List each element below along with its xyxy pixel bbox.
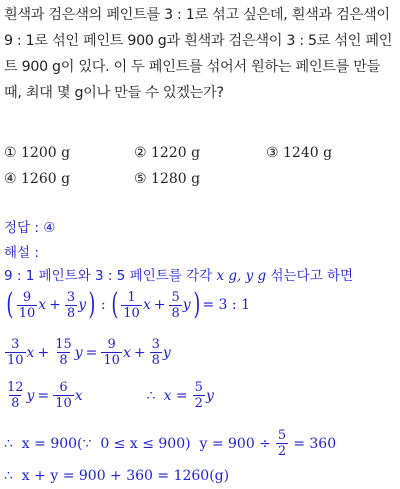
choice-text: 1240 g [283, 145, 333, 161]
fraction: $\frac{1}{10}$ [123, 289, 140, 321]
fraction: $\frac{5}{2}$ [194, 380, 203, 411]
right-paren: ) [193, 287, 201, 322]
fraction: $\frac{3}{8}$ [66, 289, 76, 321]
equation-rhs: = 3 : 1 [202, 297, 250, 313]
choice-text: 1220 g [151, 145, 201, 161]
fraction: $\frac{5}{2}$ [277, 428, 287, 459]
choice-5[interactable] [134, 166, 200, 192]
solution-intro [4, 264, 353, 284]
choice-row-1 [4, 140, 398, 166]
left-paren: ( [6, 287, 14, 322]
choice-1[interactable] [4, 140, 70, 166]
choice-marker: ④ [4, 171, 17, 187]
equation-var: y [205, 387, 214, 404]
choice-marker: ② [134, 145, 147, 161]
equation-text: ∴ x = 900(∵ 0 ≤ x ≤ 900) y = 900 ÷ [4, 435, 271, 452]
fraction: $\frac{5}{8}$ [171, 289, 180, 321]
answer-line: 정답 : ④ [4, 220, 56, 236]
choice-2[interactable] [134, 140, 200, 166]
solution-intro-prefix: 9 : 1 페인트와 3 : 5 페인트를 각각 [4, 268, 213, 284]
fraction: $\frac{3}{10}$ [7, 337, 24, 368]
fraction: $\frac{6}{10}$ [55, 380, 72, 411]
equation-rhs: = 360 [293, 435, 337, 452]
therefore-symbol: ∴ [146, 387, 156, 404]
choice-list [4, 140, 398, 192]
equation-simplified: $\frac{12}{8}$ y = $\frac{6}{10}$ x ∴ x = $\frac{5}{2}$ y [7, 380, 214, 411]
choice-3[interactable] [266, 140, 332, 166]
equation-final: ∴ x + y = 900 + 360 = 1260(g) [4, 468, 230, 484]
choice-marker: ③ [266, 145, 279, 161]
choice-text: 1280 g [151, 171, 201, 187]
choice-text: 1260 g [21, 171, 71, 187]
choice-text: 1200 g [21, 145, 71, 161]
problem-line-4: 때, 최대 몇 g이나 만들 수 있겠는가? [4, 85, 224, 101]
problem-text [4, 2, 398, 106]
equation-linear: $\frac{3}{10}$ x + $\frac{15}{8}$ y = $\frac{9}{10}$ x + $\frac{3}{8}$ y [7, 337, 171, 368]
fraction: $\frac{9}{10}$ [18, 289, 36, 321]
fraction: $\frac{12}{8}$ [7, 380, 24, 411]
choice-marker: ⑤ [134, 171, 147, 187]
problem-line-1: 흰색과 검은색의 페인트를 3 : 1로 섞고 싶은데, 흰색과 검은색이 [4, 7, 390, 23]
solution-intro-vars: x g, y g [216, 268, 267, 284]
solution-intro-suffix: 섞는다고 하면 [270, 268, 354, 284]
equation-values [4, 429, 336, 458]
choice-marker: ① [4, 145, 17, 161]
right-paren: ) [88, 287, 96, 322]
choice-row-2 [4, 166, 398, 192]
fraction: $\frac{3}{8}$ [151, 337, 160, 368]
left-paren: ( [110, 287, 118, 322]
choice-4[interactable] [4, 166, 70, 192]
fraction: $\frac{9}{10}$ [103, 337, 120, 368]
problem-line-2: 9 : 1로 섞인 페인트 900 g과 흰색과 검은색이 3 : 5로 섞인 페인 [4, 33, 393, 49]
problem-line-3: 트 900 g이 있다. 이 두 페인트를 섞어서 원하는 페인트를 만들 [4, 59, 381, 75]
solution-label: 해설 : [4, 245, 39, 261]
fraction: $\frac{15}{8}$ [55, 337, 72, 368]
equation-ratio: ( $\frac{9}{10}$ x + $\frac{3}{8}$ y ) : ( $\frac{1}{10}$ x + $\frac{5}{8}$ y ) = 3 : 1 [6, 287, 250, 322]
equation-lhs: x = [163, 387, 188, 404]
